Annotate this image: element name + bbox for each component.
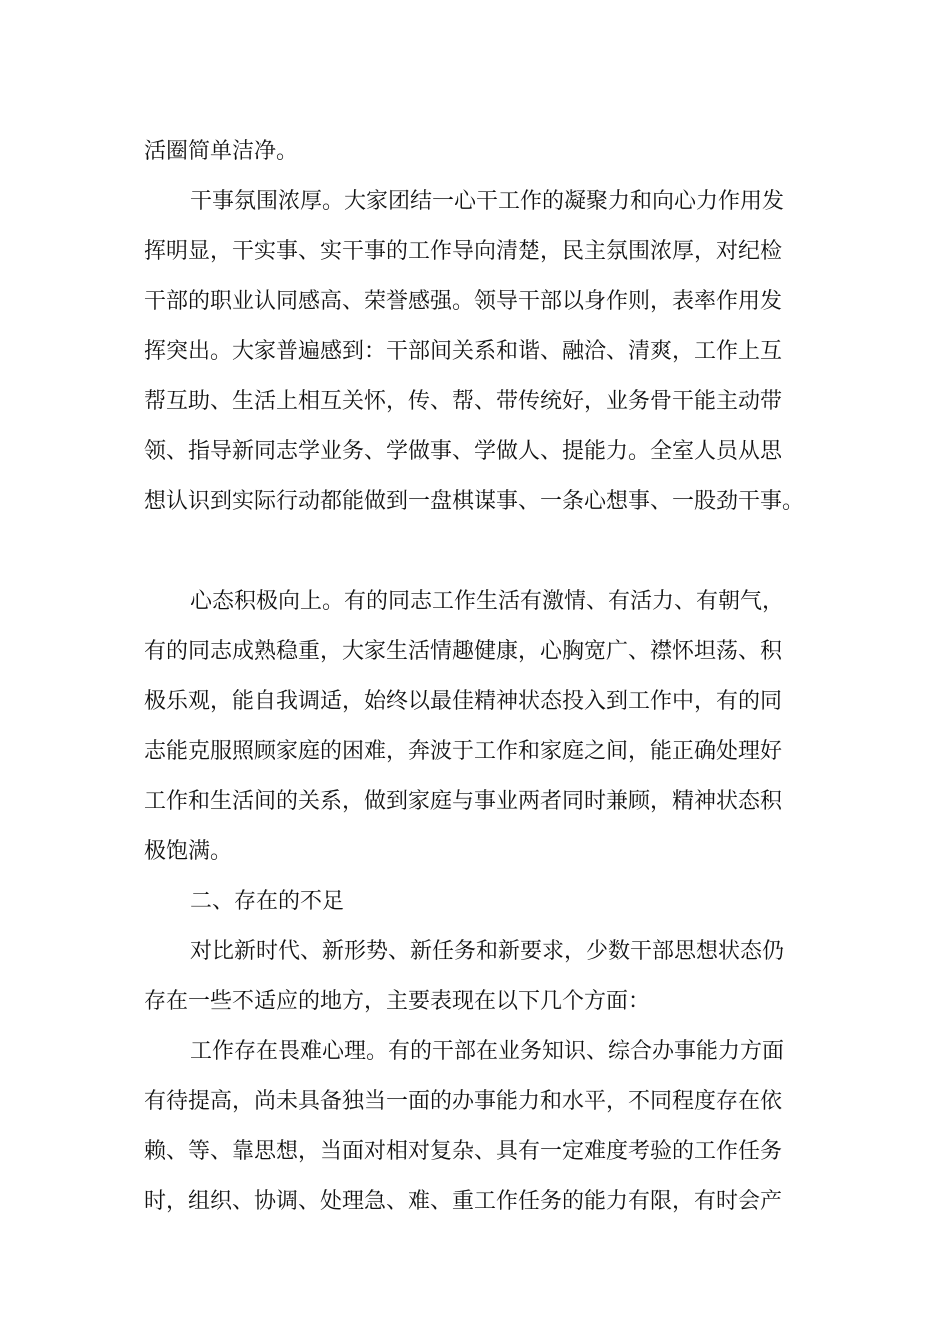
text-line: 想认识到实际行动都能做到一盘棋谋事、一条心想事、一股劲干事。 xyxy=(144,489,805,514)
paragraph-heading: 干事氛围浓厚。大家团结一心干工作的凝聚力和向心力作用发 xyxy=(190,189,785,214)
text-line: 干部的职业认同感高、荣誉感强。领导干部以身作则，表率作用发 xyxy=(144,289,783,314)
text-line: 工作和生活间的关系，做到家庭与事业两者同时兼顾，精神状态积 xyxy=(144,789,783,814)
text-line: 时，组织、协调、处理急、难、重工作任务的能力有限，有时会产 xyxy=(144,1189,783,1214)
text-line: 对比新时代、新形势、新任务和新要求，少数干部思想状态仍 xyxy=(190,939,785,964)
text-line: 志能克服照顾家庭的困难，奔波于工作和家庭之间，能正确处理好 xyxy=(144,739,783,764)
text-line: 赖、等、靠思想，当面对相对复杂、具有一定难度考验的工作任务 xyxy=(144,1139,783,1164)
text-line: 帮互助、生活上相互关怀，传、帮、带传统好，业务骨干能主动带 xyxy=(144,389,783,414)
text-line: 领、指导新同志学业务、学做事、学做人、提能力。全室人员从思 xyxy=(144,439,783,464)
text-line: 活圈简单洁净。 xyxy=(144,139,299,164)
text-line: 有的同志成熟稳重，大家生活情趣健康，心胸宽广、襟怀坦荡、积 xyxy=(144,639,783,664)
text-line: 挥突出。大家普遍感到：干部间关系和谐、融洽、清爽，工作上互 xyxy=(144,339,783,364)
section-heading: 二、存在的不足 xyxy=(190,889,345,914)
text-line: 挥明显，干实事、实干事的工作导向清楚，民主氛围浓厚，对纪检 xyxy=(144,239,783,264)
text-line: 极乐观，能自我调适，始终以最佳精神状态投入到工作中，有的同 xyxy=(144,689,783,714)
text-line: 有待提高，尚未具备独当一面的办事能力和水平，不同程度存在依 xyxy=(144,1089,783,1114)
paragraph-heading: 心态积极向上。有的同志工作生活有激情、有活力、有朝气， xyxy=(190,589,785,614)
text-line: 极饱满。 xyxy=(144,839,233,864)
text-line: 存在一些不适应的地方，主要表现在以下几个方面： xyxy=(144,989,651,1014)
paragraph-heading: 工作存在畏难心理。有的干部在业务知识、综合办事能力方面 xyxy=(190,1039,785,1064)
